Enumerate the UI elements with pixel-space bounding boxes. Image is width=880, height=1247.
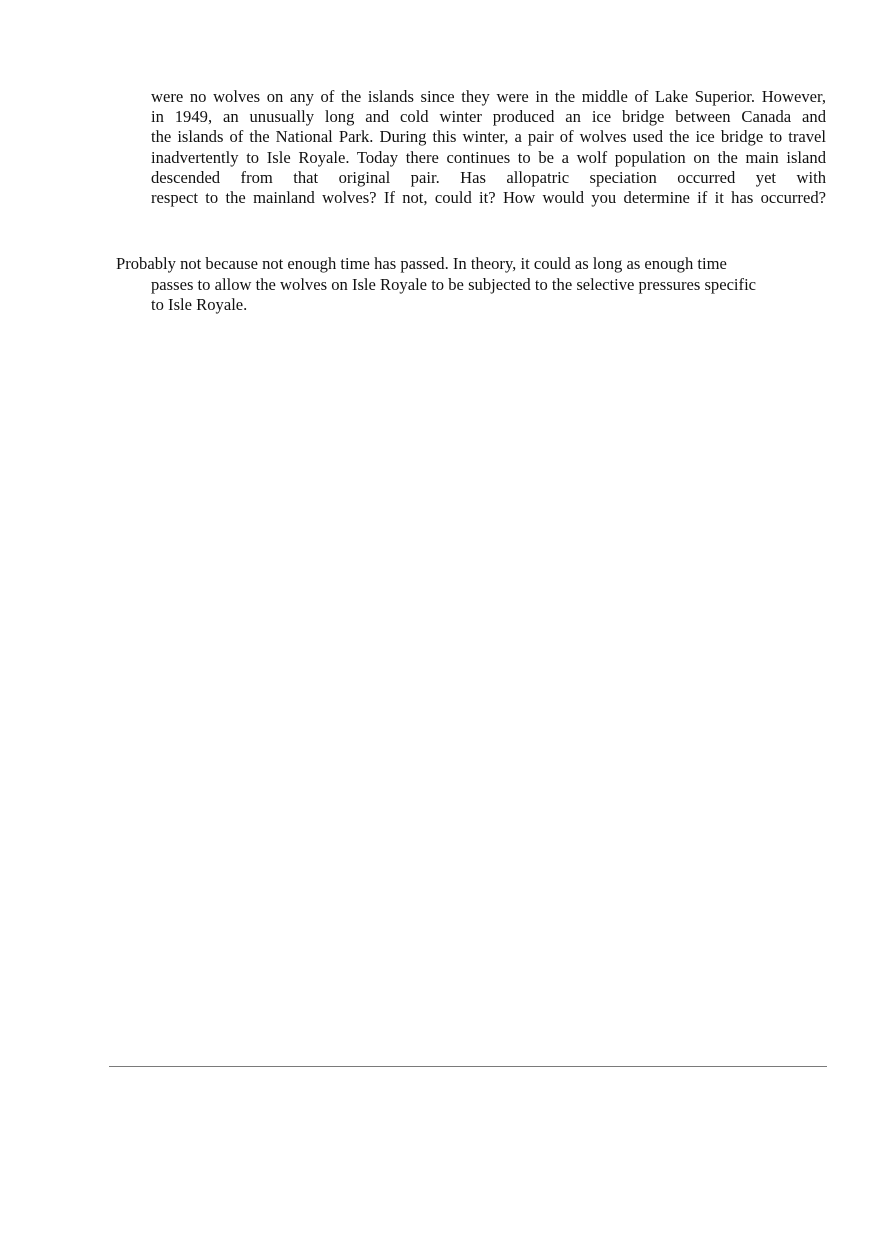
answer-line: Probably not because not enough time has passed. In theory, it could as long as enough time (116, 254, 727, 273)
question-line: the islands of the National Park. During this winter, a pair of wolves used the ice bridge to travel (151, 127, 826, 146)
answer-line: to Isle Royale. (151, 295, 248, 314)
footer-divider (109, 1066, 827, 1067)
question-line: in 1949, an unusually long and cold winter produced an ice bridge between Canada and (151, 107, 826, 126)
question-line: were no wolves on any of the islands since they were in the middle of Lake Superior. However, (151, 87, 826, 106)
question-line: descended from that original pair. Has allopatric speciation occurred yet with (151, 168, 826, 187)
question-line: respect to the mainland wolves? If not, could it? How would you determine if it has occurred? (151, 188, 826, 207)
answer-line: passes to allow the wolves on Isle Royale to be subjected to the selective pressures specific (151, 275, 757, 294)
question-line: inadvertently to Isle Royale. Today there continues to be a wolf population on the main island (151, 148, 826, 167)
